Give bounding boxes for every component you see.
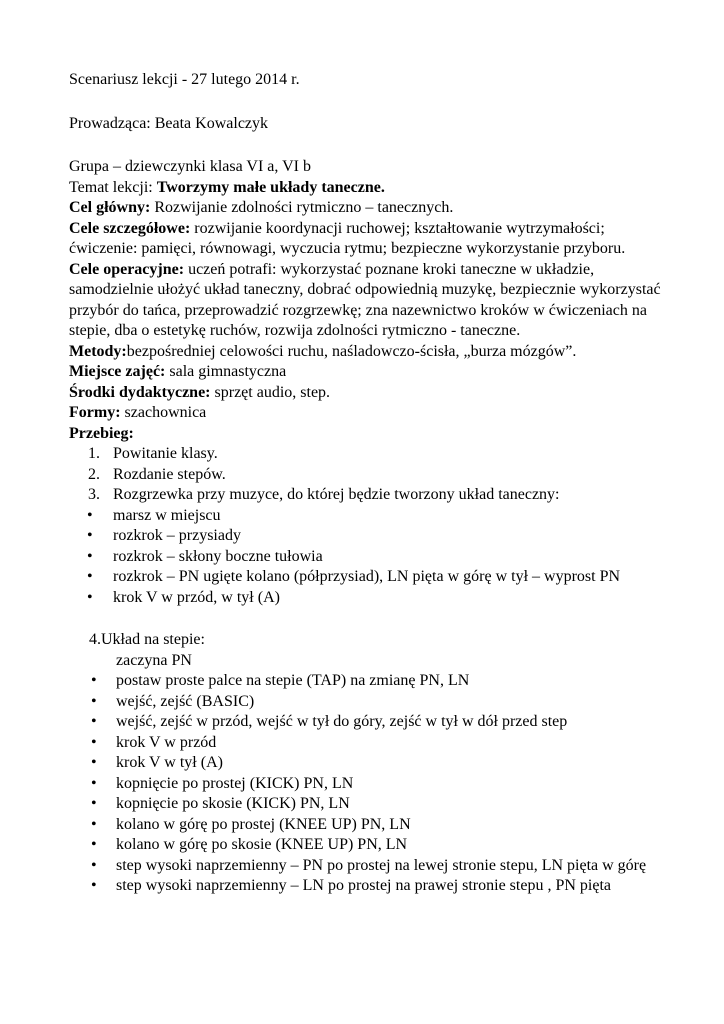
bullet-icon: •	[87, 588, 93, 606]
list-item	[69, 774, 669, 795]
bullet-icon: •	[91, 815, 97, 833]
scenario-title: Scenariusz lekcji - 27 lutego 2014 r.	[69, 71, 300, 88]
means-line	[69, 383, 669, 404]
warmup-list	[69, 506, 669, 609]
routine-text: step wysoki naprzemienny – PN po prostej na lewej stronie stepu, LN pięta w górę	[116, 856, 647, 874]
warmup-text: rozkrok – przysiady	[113, 527, 241, 544]
bullet-icon: •	[91, 733, 97, 751]
list-item	[69, 485, 669, 506]
operational-goals-value: uczeń potrafi: wykorzystać poznane kroki taneczne w układzie, samodzielnie ułożyć układ taneczny, dobrać odpowiednią muzykę, bezpiecznie wykorzystać przybór do tańca, przeprowadzić rozgrzewkę; zna nazewnictwo kroków w ćwiczeniach na stepie, dba o estetykę ruchów, rozwija zdolności rytmiczno - taneczne.	[69, 260, 661, 339]
bullet-icon: •	[91, 856, 97, 874]
list-item	[69, 506, 669, 527]
methods-value: bezpośredniej celowości ruchu, naśladowczo-ścisła, „burza mózgów”.	[126, 342, 577, 360]
bullet-icon: •	[87, 547, 93, 565]
operational-goals-paragraph	[69, 260, 669, 342]
main-goal-line	[69, 198, 669, 219]
bullet-icon: •	[91, 836, 97, 853]
bullet-icon: •	[91, 713, 97, 730]
step-text: Rozgrzewka przy muzyce, do której będzie tworzony układ taneczny:	[113, 486, 560, 503]
warmup-text: krok V w przód, w tył (A)	[113, 588, 280, 606]
list-item	[69, 567, 669, 588]
methods-label: Metody:	[69, 342, 127, 360]
lesson-steps-list	[69, 444, 669, 506]
list-item	[69, 588, 669, 609]
main-goal-label: Cel główny:	[69, 199, 151, 216]
bullet-icon: •	[91, 754, 97, 771]
topic-value: Tworzymy małe układy taneczne.	[156, 178, 385, 196]
routine-text: kopnięcie po prostej (KICK) PN, LN	[116, 774, 354, 792]
warmup-text: rozkrok – PN ugięte kolano (półprzysiad), LN pięta w górę w tył – wyprost PN	[113, 568, 621, 585]
place-value: sala gimnastyczna	[165, 363, 287, 380]
bullet-icon: •	[91, 795, 97, 812]
forms-label: Formy:	[69, 404, 121, 421]
list-item	[69, 794, 669, 815]
forms-line	[69, 403, 669, 424]
routine-text: wejść, zejść (BASIC)	[116, 692, 255, 710]
course-heading: Przebieg:	[69, 424, 134, 442]
group-line: Grupa – dziewczynki klasa VI a, VI b	[69, 158, 311, 175]
step-text: Rozdanie stepów.	[113, 465, 226, 483]
topic-line	[69, 178, 669, 199]
warmup-text: marsz w miejscu	[113, 506, 221, 524]
list-item	[69, 753, 669, 774]
list-item	[69, 465, 669, 486]
list-item	[69, 856, 669, 877]
main-goal-value: Rozwijanie zdolności rytmiczno – tanecznych.	[150, 199, 454, 216]
list-item	[69, 526, 669, 547]
step-number: 1.	[88, 445, 100, 462]
place-label: Miejsce zajęć:	[69, 363, 166, 380]
routine-text: step wysoki naprzemienny – LN po prostej na prawej stronie stepu , PN pięta	[116, 877, 611, 894]
step-routine-start: zaczyna PN	[116, 651, 192, 669]
routine-text: wejść, zejść w przód, wejść w tył do góry, zejść w tył w dół przed step	[116, 713, 568, 730]
methods-line	[69, 342, 669, 363]
detailed-goals-label: Cele szczegółowe:	[69, 219, 191, 237]
bullet-icon: •	[91, 877, 97, 894]
bullet-icon: •	[91, 692, 97, 710]
means-label: Środki dydaktyczne:	[69, 383, 211, 401]
step-routine-list	[69, 671, 669, 897]
list-item	[69, 835, 669, 856]
detailed-goals-paragraph	[69, 219, 669, 260]
list-item	[69, 876, 669, 897]
topic-label: Temat lekcji:	[69, 178, 157, 196]
routine-text: kolano w górę po skosie (KNEE UP) PN, LN	[116, 836, 408, 853]
step-number: 3.	[88, 486, 100, 503]
routine-text: kopnięcie po skosie (KICK) PN, LN	[116, 795, 350, 812]
bullet-icon: •	[87, 527, 93, 544]
bullet-icon: •	[87, 506, 93, 524]
forms-value: szachownica	[120, 404, 207, 421]
bullet-icon: •	[91, 774, 97, 792]
warmup-text: rozkrok – skłony boczne tułowia	[113, 547, 323, 565]
list-item	[69, 692, 669, 713]
step-text: Powitanie klasy.	[113, 445, 218, 462]
list-item	[69, 547, 669, 568]
list-item	[69, 444, 669, 465]
document-content	[69, 70, 669, 897]
list-item	[69, 815, 669, 836]
bullet-icon: •	[87, 568, 93, 585]
list-item	[69, 671, 669, 692]
place-line	[69, 362, 669, 383]
routine-text: krok V w tył (A)	[116, 754, 223, 771]
teacher-line: Prowadząca: Beata Kowalczyk	[69, 114, 269, 132]
routine-text: krok V w przód	[116, 733, 217, 751]
list-item	[69, 733, 669, 754]
step-number: 2.	[88, 465, 100, 483]
bullet-icon: •	[91, 672, 97, 689]
detailed-goals-value: rozwijanie koordynacji ruchowej; kształtowanie wytrzymałości; ćwiczenie: pamięci, równowagi, wyczucia rytmu; bezpieczne wykorzystanie przyboru.	[69, 219, 626, 257]
operational-goals-label: Cele operacyjne:	[69, 260, 185, 278]
step-routine-heading: 4.Układ na stepie:	[89, 631, 205, 648]
routine-text: kolano w górę po prostej (KNEE UP) PN, LN	[116, 815, 411, 833]
list-item	[69, 712, 669, 733]
routine-text: postaw proste palce na stepie (TAP) na zmianę PN, LN	[116, 672, 470, 689]
means-value: sprzęt audio, step.	[210, 383, 331, 401]
